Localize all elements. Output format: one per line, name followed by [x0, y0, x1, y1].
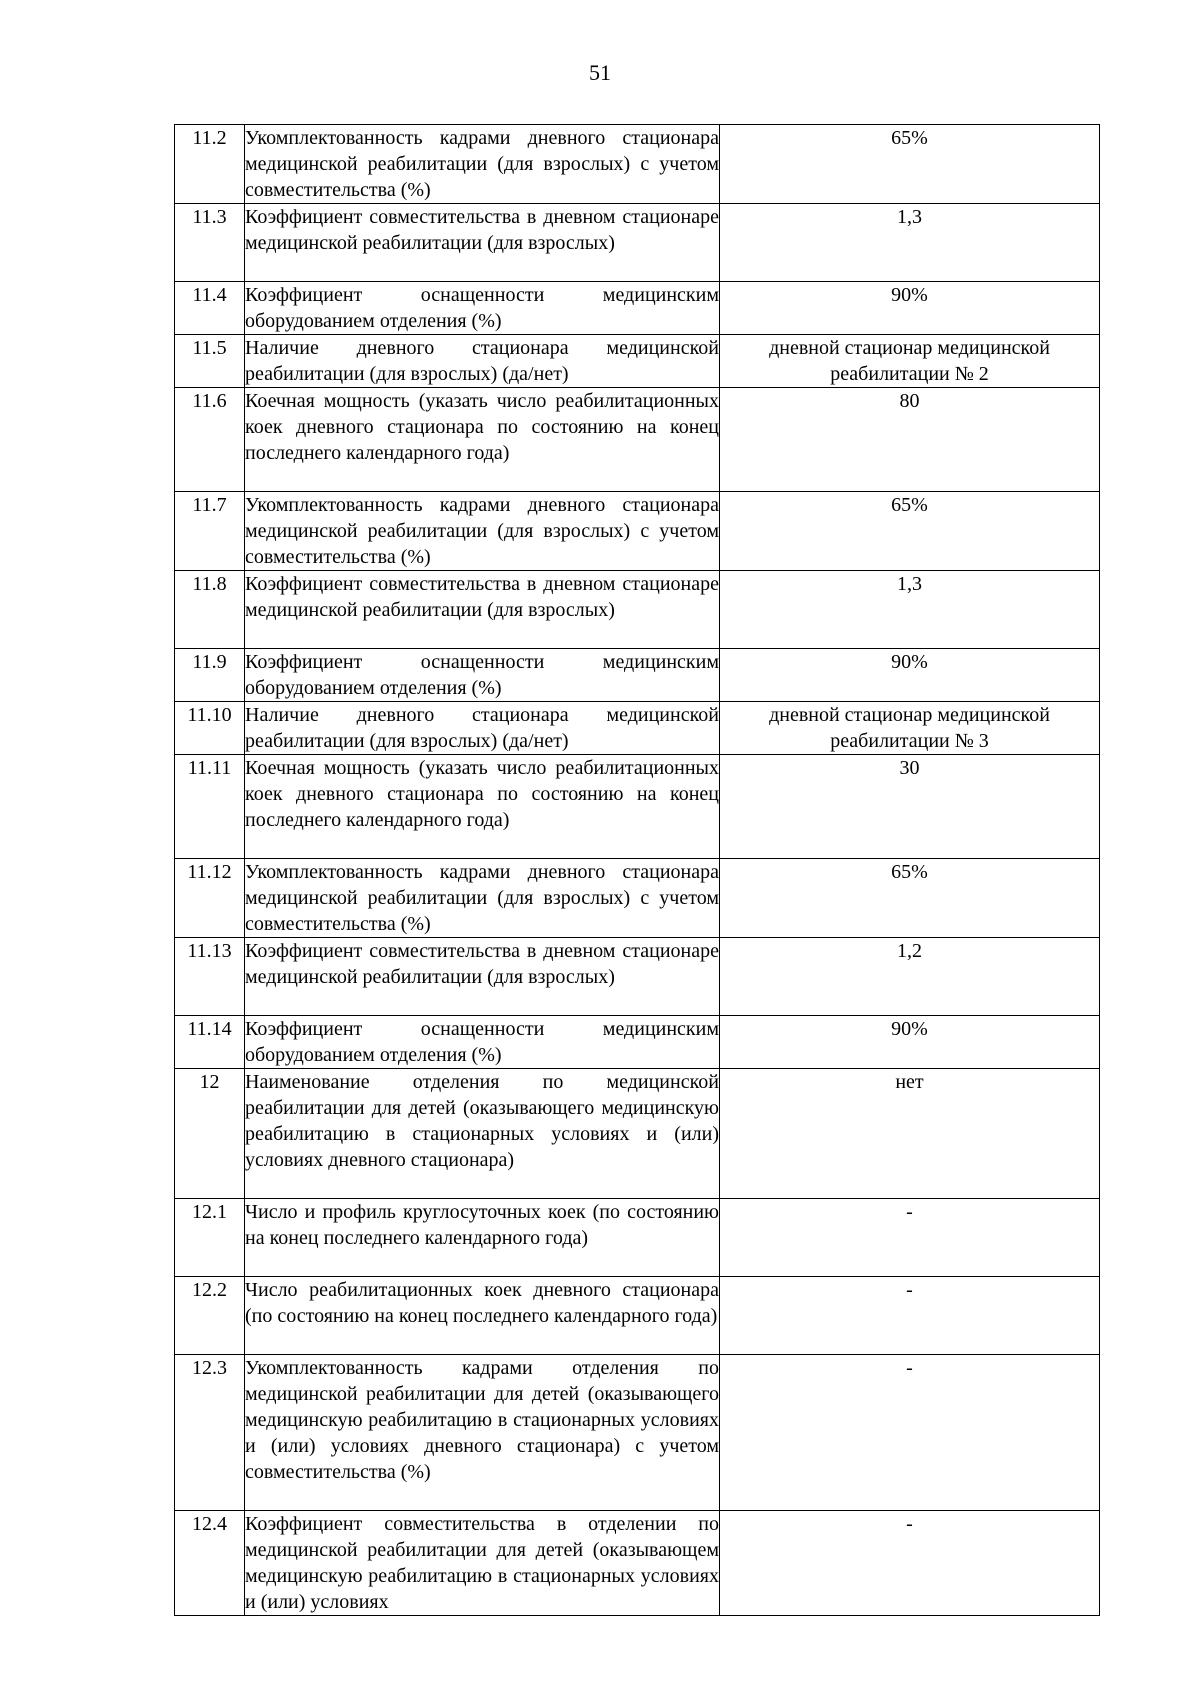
- row-value: 65%: [720, 492, 1100, 571]
- row-description: Укомплектованность кадрами отделения по медицинской реабилитации для детей (оказывающего медицинскую реабилитацию в стационарных условиях и (или) условиях дневного стационара) с учетом совместительства (%): [245, 1355, 720, 1511]
- row-description: Коэффициент совместительства в дневном стационаре медицинской реабилитации (для взрослых): [245, 938, 720, 1016]
- row-value: 30: [720, 755, 1100, 859]
- row-number: 11.4: [175, 282, 245, 335]
- row-value: -: [720, 1277, 1100, 1355]
- row-description: Коэффициент оснащенности медицинским оборудованием отделения (%): [245, 649, 720, 702]
- row-number: 11.2: [175, 125, 245, 204]
- row-value: 1,2: [720, 938, 1100, 1016]
- row-description: Наличие дневного стационара медицинской реабилитации (для взрослых) (да/нет): [245, 335, 720, 388]
- row-description: Укомплектованность кадрами дневного стационара медицинской реабилитации (для взрослых) с учетом совместительства (%): [245, 859, 720, 938]
- row-number: 12.1: [175, 1199, 245, 1277]
- row-value: 65%: [720, 125, 1100, 204]
- row-number: 11.9: [175, 649, 245, 702]
- table-row: [175, 702, 1100, 755]
- table-row: [175, 492, 1100, 571]
- table-row: [175, 125, 1100, 204]
- table-row: [175, 388, 1100, 492]
- row-description: Коэффициент совместительства в дневном стационаре медицинской реабилитации (для взрослых): [245, 571, 720, 649]
- table-row: [175, 649, 1100, 702]
- row-number: 11.12: [175, 859, 245, 938]
- row-number: 11.5: [175, 335, 245, 388]
- row-number: 11.3: [175, 204, 245, 282]
- row-number: 11.7: [175, 492, 245, 571]
- row-description: Коэффициент совместительства в отделении по медицинской реабилитации для детей (оказывающем медицинскую реабилитацию в стационарных условиях и (или) условиях: [245, 1511, 720, 1616]
- row-description: Коэффициент совместительства в дневном стационаре медицинской реабилитации (для взрослых): [245, 204, 720, 282]
- row-description: Наличие дневного стационара медицинской реабилитации (для взрослых) (да/нет): [245, 702, 720, 755]
- row-value: 1,3: [720, 204, 1100, 282]
- row-number: 12.3: [175, 1355, 245, 1511]
- table-row: [175, 571, 1100, 649]
- row-number: 12: [175, 1069, 245, 1199]
- row-value: дневной стационар медицинской реабилитации № 2: [720, 335, 1100, 388]
- row-description: Число и профиль круглосуточных коек (по состоянию на конец последнего календарного года): [245, 1199, 720, 1277]
- row-number: 11.10: [175, 702, 245, 755]
- row-number: 11.13: [175, 938, 245, 1016]
- row-value: дневной стационар медицинской реабилитации № 3: [720, 702, 1100, 755]
- table-row: [175, 1277, 1100, 1355]
- table-body: [175, 125, 1100, 1616]
- table-row: [175, 1355, 1100, 1511]
- row-value: 90%: [720, 649, 1100, 702]
- table-row: [175, 335, 1100, 388]
- row-value: -: [720, 1199, 1100, 1277]
- row-value: 65%: [720, 859, 1100, 938]
- row-description: Укомплектованность кадрами дневного стационара медицинской реабилитации (для взрослых) с учетом совместительства (%): [245, 492, 720, 571]
- row-description: Укомплектованность кадрами дневного стационара медицинской реабилитации (для взрослых) с учетом совместительства (%): [245, 125, 720, 204]
- row-value: 90%: [720, 1016, 1100, 1069]
- row-value: 1,3: [720, 571, 1100, 649]
- page-number: 51: [589, 60, 611, 85]
- row-value: 80: [720, 388, 1100, 492]
- row-value: нет: [720, 1069, 1100, 1199]
- row-description: Число реабилитационных коек дневного стационара (по состоянию на конец последнего календарного года): [245, 1277, 720, 1355]
- row-number: 12.4: [175, 1511, 245, 1616]
- table-row: [175, 1511, 1100, 1616]
- row-description: Коечная мощность (указать число реабилитационных коек дневного стационара по состоянию на конец последнего календарного года): [245, 755, 720, 859]
- row-number: 11.14: [175, 1016, 245, 1069]
- row-number: 11.8: [175, 571, 245, 649]
- table-row: [175, 282, 1100, 335]
- table-row: [175, 755, 1100, 859]
- row-description: Наименование отделения по медицинской реабилитации для детей (оказывающего медицинскую реабилитацию в стационарных условиях и (или) условиях дневного стационара): [245, 1069, 720, 1199]
- row-number: 11.11: [175, 755, 245, 859]
- data-table: [174, 124, 1100, 1616]
- row-number: 11.6: [175, 388, 245, 492]
- row-description: Коэффициент оснащенности медицинским оборудованием отделения (%): [245, 282, 720, 335]
- table-row: [175, 204, 1100, 282]
- table-row: [175, 1016, 1100, 1069]
- table-row: [175, 938, 1100, 1016]
- table-row: [175, 859, 1100, 938]
- table-row: [175, 1069, 1100, 1199]
- row-value: 90%: [720, 282, 1100, 335]
- table-row: [175, 1199, 1100, 1277]
- row-description: Коечная мощность (указать число реабилитационных коек дневного стационара по состоянию на конец последнего календарного года): [245, 388, 720, 492]
- row-value: -: [720, 1511, 1100, 1616]
- row-description: Коэффициент оснащенности медицинским оборудованием отделения (%): [245, 1016, 720, 1069]
- row-number: 12.2: [175, 1277, 245, 1355]
- row-value: -: [720, 1355, 1100, 1511]
